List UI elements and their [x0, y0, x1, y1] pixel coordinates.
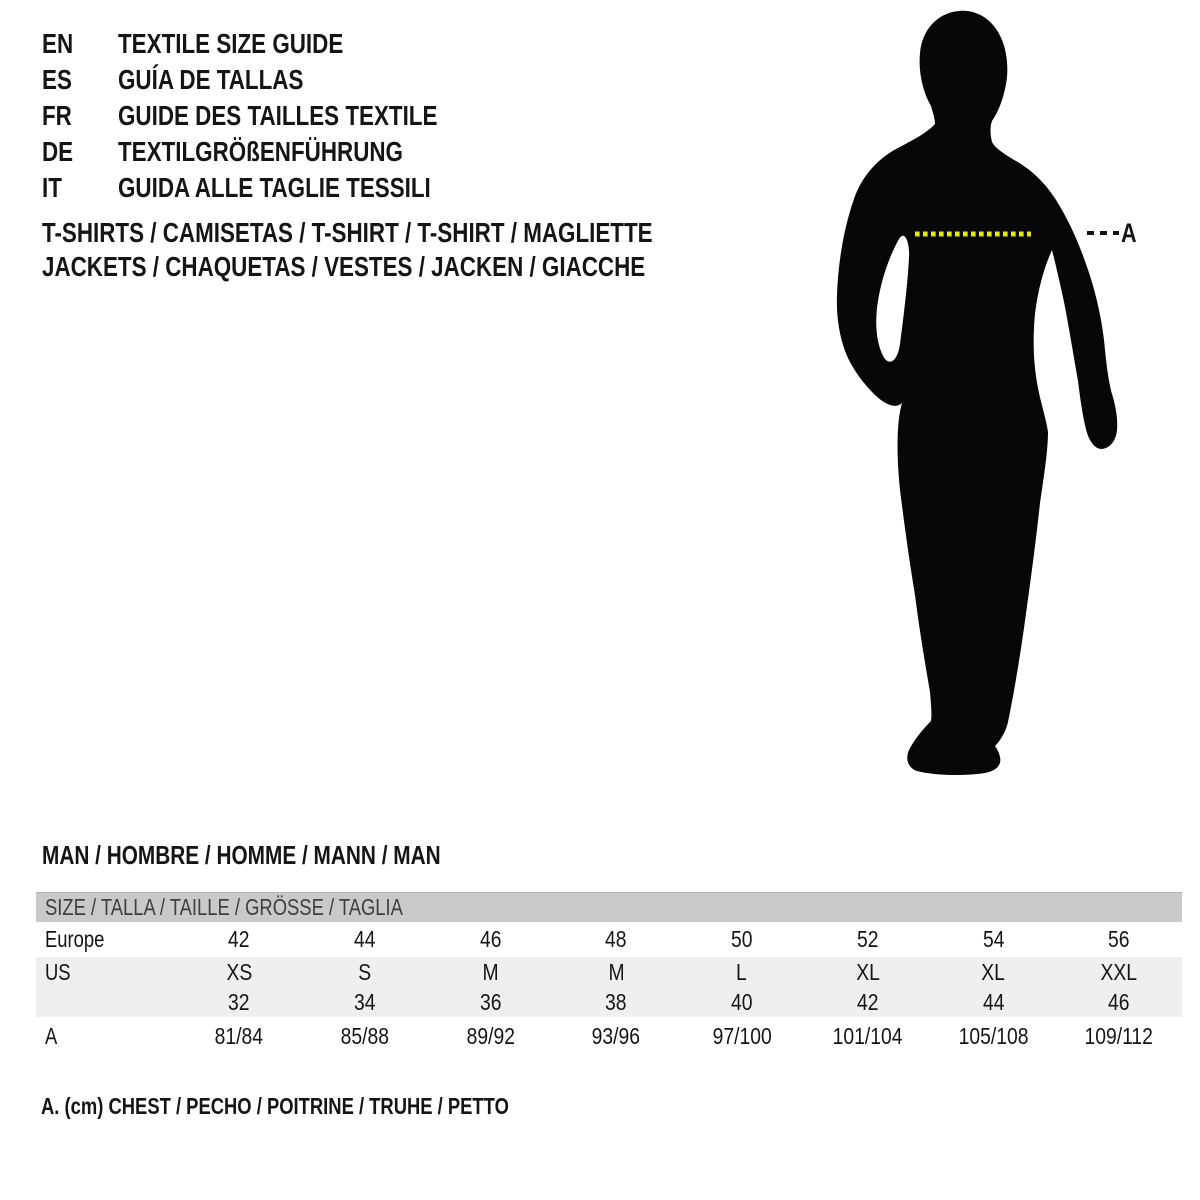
table-cell: 52 [856, 926, 879, 952]
table-cell: 97/100 [712, 1022, 772, 1049]
table-cell: 105/108 [958, 1022, 1029, 1049]
table-cell: 89/92 [466, 1022, 515, 1049]
table-cell: 42 [856, 988, 879, 1015]
table-cell: 56 [1108, 926, 1130, 952]
language-code: DE [42, 136, 74, 167]
table-cell: 44 [982, 988, 1005, 1015]
language-row [42, 170, 517, 206]
table-cell: XL [855, 958, 880, 985]
table-row-europe [36, 922, 1182, 957]
man-silhouette [837, 11, 1117, 775]
table-cell: S [358, 958, 372, 985]
table-row-chest [36, 1017, 1182, 1055]
table-row-numeric [36, 987, 1182, 1017]
table-cell: M [608, 958, 625, 985]
table-cell: 32 [228, 988, 250, 1015]
row-label: US [45, 958, 71, 985]
table-cell: 50 [731, 926, 753, 952]
category-line-jackets: JACKETS / CHAQUETAS / VESTES / JACKEN / GIACCHE [42, 251, 646, 282]
table-cell: XS [225, 958, 252, 985]
guide-title: TEXTILE SIZE GUIDE [118, 28, 344, 59]
table-cell: 36 [479, 988, 502, 1015]
language-code: FR [42, 100, 72, 131]
row-label: Europe [45, 926, 105, 952]
guide-title: GUIDA ALLE TAGLIE TESSILI [118, 172, 431, 203]
table-cell: L [736, 958, 748, 985]
category-line-tshirts: T-SHIRTS / CAMISETAS / T-SHIRT / T-SHIRT / MAGLIETTE [42, 217, 653, 248]
language-row [42, 98, 517, 134]
guide-title: TEXTILGRÖßENFÜHRUNG [118, 136, 403, 167]
table-cell: 46 [1108, 988, 1130, 1015]
language-row [42, 26, 517, 62]
table-cell: 109/112 [1084, 1022, 1154, 1049]
table-cell: 93/96 [591, 1022, 641, 1049]
table-cell: 40 [731, 988, 753, 1015]
man-silhouette-icon [828, 0, 1150, 790]
table-cell: XXL [1100, 958, 1138, 985]
table-cell: 85/88 [340, 1022, 389, 1049]
table-cell: 54 [982, 926, 1005, 952]
table-cell: 48 [605, 926, 627, 952]
guide-title: GUIDE DES TAILLES TEXTILE [118, 100, 438, 131]
language-code: EN [42, 28, 74, 59]
row-label [36, 989, 176, 1016]
table-cell: M [482, 958, 499, 985]
table-cell: 42 [228, 926, 250, 952]
table-cell: 44 [353, 926, 376, 952]
table-cell: XL [981, 958, 1006, 985]
size-table-header: SIZE / TALLA / TAILLE / GRÖSSE / TAGLIA [36, 892, 1182, 922]
language-row [42, 134, 517, 170]
measure-footnote: A. (cm) CHEST / PECHO / POITRINE / TRUHE / PETTO [41, 1093, 509, 1119]
language-code: ES [42, 64, 72, 95]
table-cell: 101/104 [832, 1022, 903, 1049]
language-code: IT [42, 172, 62, 203]
row-label: A [45, 1022, 58, 1049]
table-cell: 34 [353, 988, 376, 1015]
language-legend [42, 26, 517, 206]
garment-categories [42, 216, 805, 284]
table-cell: 38 [605, 988, 627, 1015]
measure-label-a: A [1121, 218, 1137, 248]
table-cell: 81/84 [214, 1022, 264, 1049]
section-title-man: MAN / HOMBRE / HOMME / MANN / MAN [42, 840, 441, 870]
table-cell: 46 [479, 926, 502, 952]
size-table [36, 892, 1182, 1055]
language-row [42, 62, 517, 98]
table-row-us [36, 957, 1182, 987]
guide-title: GUÍA DE TALLAS [118, 64, 304, 95]
